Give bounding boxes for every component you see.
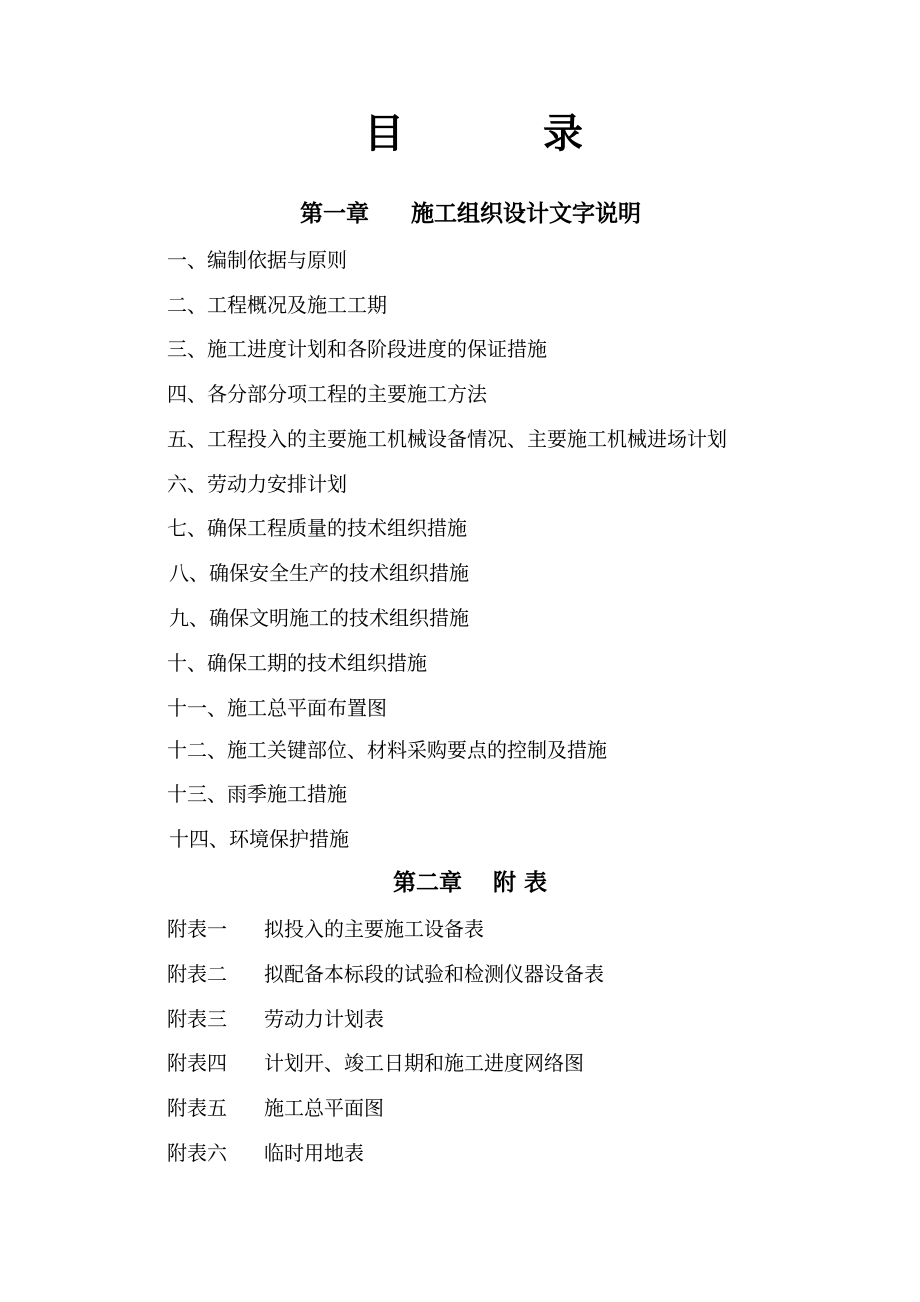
appendix-label: 附表二 xyxy=(167,962,227,986)
toc-item-13: 十三、雨季施工措施 xyxy=(167,782,347,806)
chapter-2-number: 第二章 xyxy=(393,870,462,896)
toc-item-2: 二、工程概况及施工工期 xyxy=(167,293,387,317)
toc-item-5: 五、工程投入的主要施工机械设备情况、主要施工机械进场计划 xyxy=(167,427,727,451)
toc-item-11: 十一、施工总平面布置图 xyxy=(167,696,387,720)
appendix-label: 附表五 xyxy=(167,1096,227,1120)
chapter-2-heading xyxy=(0,866,920,900)
toc-title xyxy=(0,106,920,162)
appendix-desc: 计划开、竣工日期和施工进度网络图 xyxy=(264,1051,584,1075)
toc-item-8: 八、确保安全生产的技术组织措施 xyxy=(169,561,469,585)
toc-title-char-1: 目 xyxy=(364,111,404,157)
chapter-1-number: 第一章 xyxy=(300,201,369,227)
toc-item-12: 十二、施工关键部位、材料采购要点的控制及措施 xyxy=(167,738,607,762)
toc-item-6: 六、劳动力安排计划 xyxy=(167,472,347,496)
appendix-desc: 施工总平面图 xyxy=(264,1096,384,1120)
appendix-label: 附表一 xyxy=(167,917,227,941)
toc-item-14: 十四、环境保护措施 xyxy=(169,827,349,851)
toc-item-1: 一、编制依据与原则 xyxy=(167,248,347,272)
appendix-desc: 拟配备本标段的试验和检测仪器设备表 xyxy=(264,962,604,986)
toc-item-7: 七、确保工程质量的技术组织措施 xyxy=(167,516,467,540)
toc-item-3: 三、施工进度计划和各阶段进度的保证措施 xyxy=(167,337,547,361)
toc-item-9: 九、确保文明施工的技术组织措施 xyxy=(169,606,469,630)
toc-title-char-2: 录 xyxy=(543,111,583,157)
toc-item-4: 四、各分部分项工程的主要施工方法 xyxy=(167,382,487,406)
chapter-1-heading xyxy=(0,197,920,231)
chapter-2-name: 附 表 xyxy=(493,870,548,896)
appendix-label: 附表三 xyxy=(167,1007,227,1031)
appendix-desc: 劳动力计划表 xyxy=(264,1007,384,1031)
chapter-1-name: 施工组织设计文字说明 xyxy=(411,201,641,227)
appendix-desc: 拟投入的主要施工设备表 xyxy=(264,917,484,941)
appendix-label: 附表六 xyxy=(167,1141,227,1165)
toc-item-10: 十、确保工期的技术组织措施 xyxy=(167,651,427,675)
appendix-desc: 临时用地表 xyxy=(264,1141,364,1165)
appendix-label: 附表四 xyxy=(167,1051,227,1075)
